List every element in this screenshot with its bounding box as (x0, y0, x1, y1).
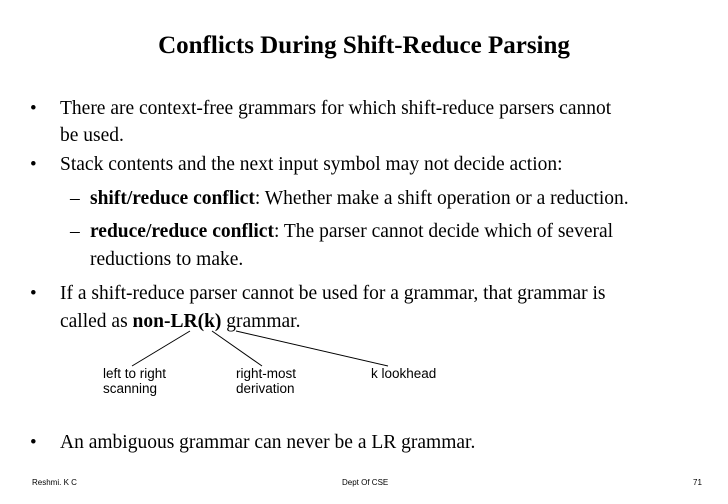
bullet-dot: • (30, 432, 37, 453)
bullet-dot: • (30, 283, 37, 304)
sub-bullet-dash: – (70, 188, 80, 209)
non-lr-k-term: non-LR(k) (132, 311, 222, 332)
bullet-2-text: Stack contents and the next input symbol may not decide action: (60, 154, 563, 175)
annotation-left-to-right: left to right (103, 366, 167, 381)
footer-page-number: 71 (693, 478, 702, 487)
annotation-k-lookhead: k lookhead (371, 366, 437, 381)
bullet-3-suffix: grammar. (221, 311, 301, 332)
bullet-dot: • (30, 98, 37, 119)
slide-title: Conflicts During Shift-Reduce Parsing (158, 32, 570, 59)
reduce-reduce-definition: : The parser cannot decide which of several (273, 221, 614, 242)
shift-reduce-term: shift/reduce conflict (90, 188, 255, 209)
annotation-derivation: derivation (236, 381, 295, 396)
arrow-left-to-right (132, 331, 190, 366)
bullet-3-prefix: called as (60, 311, 133, 332)
arrow-right-most (212, 331, 262, 366)
footer-department: Dept Of CSE (342, 478, 389, 487)
bullet-3-line-1: If a shift-reduce parser cannot be used for a grammar, that grammar is (60, 283, 606, 304)
sub-bullet-dash: – (70, 221, 80, 242)
reduce-reduce-term: reduce/reduce conflict (90, 221, 274, 242)
bullet-1-line-1: There are context-free grammars for which shift-reduce parsers cannot (60, 98, 612, 119)
shift-reduce-definition: : Whether make a shift operation or a reduction. (254, 188, 629, 209)
arrow-k-lookhead (236, 331, 388, 366)
bullet-4-text: An ambiguous grammar can never be a LR grammar. (60, 432, 476, 453)
annotation-scanning: scanning (103, 381, 158, 396)
bullet-dot: • (30, 154, 37, 175)
footer-author: Reshmi. K C (32, 478, 77, 487)
sub-bullet-2-line-2: reductions to make. (90, 249, 244, 270)
annotation-right-most: right-most (236, 366, 297, 381)
bullet-1-line-2: be used. (60, 125, 124, 146)
